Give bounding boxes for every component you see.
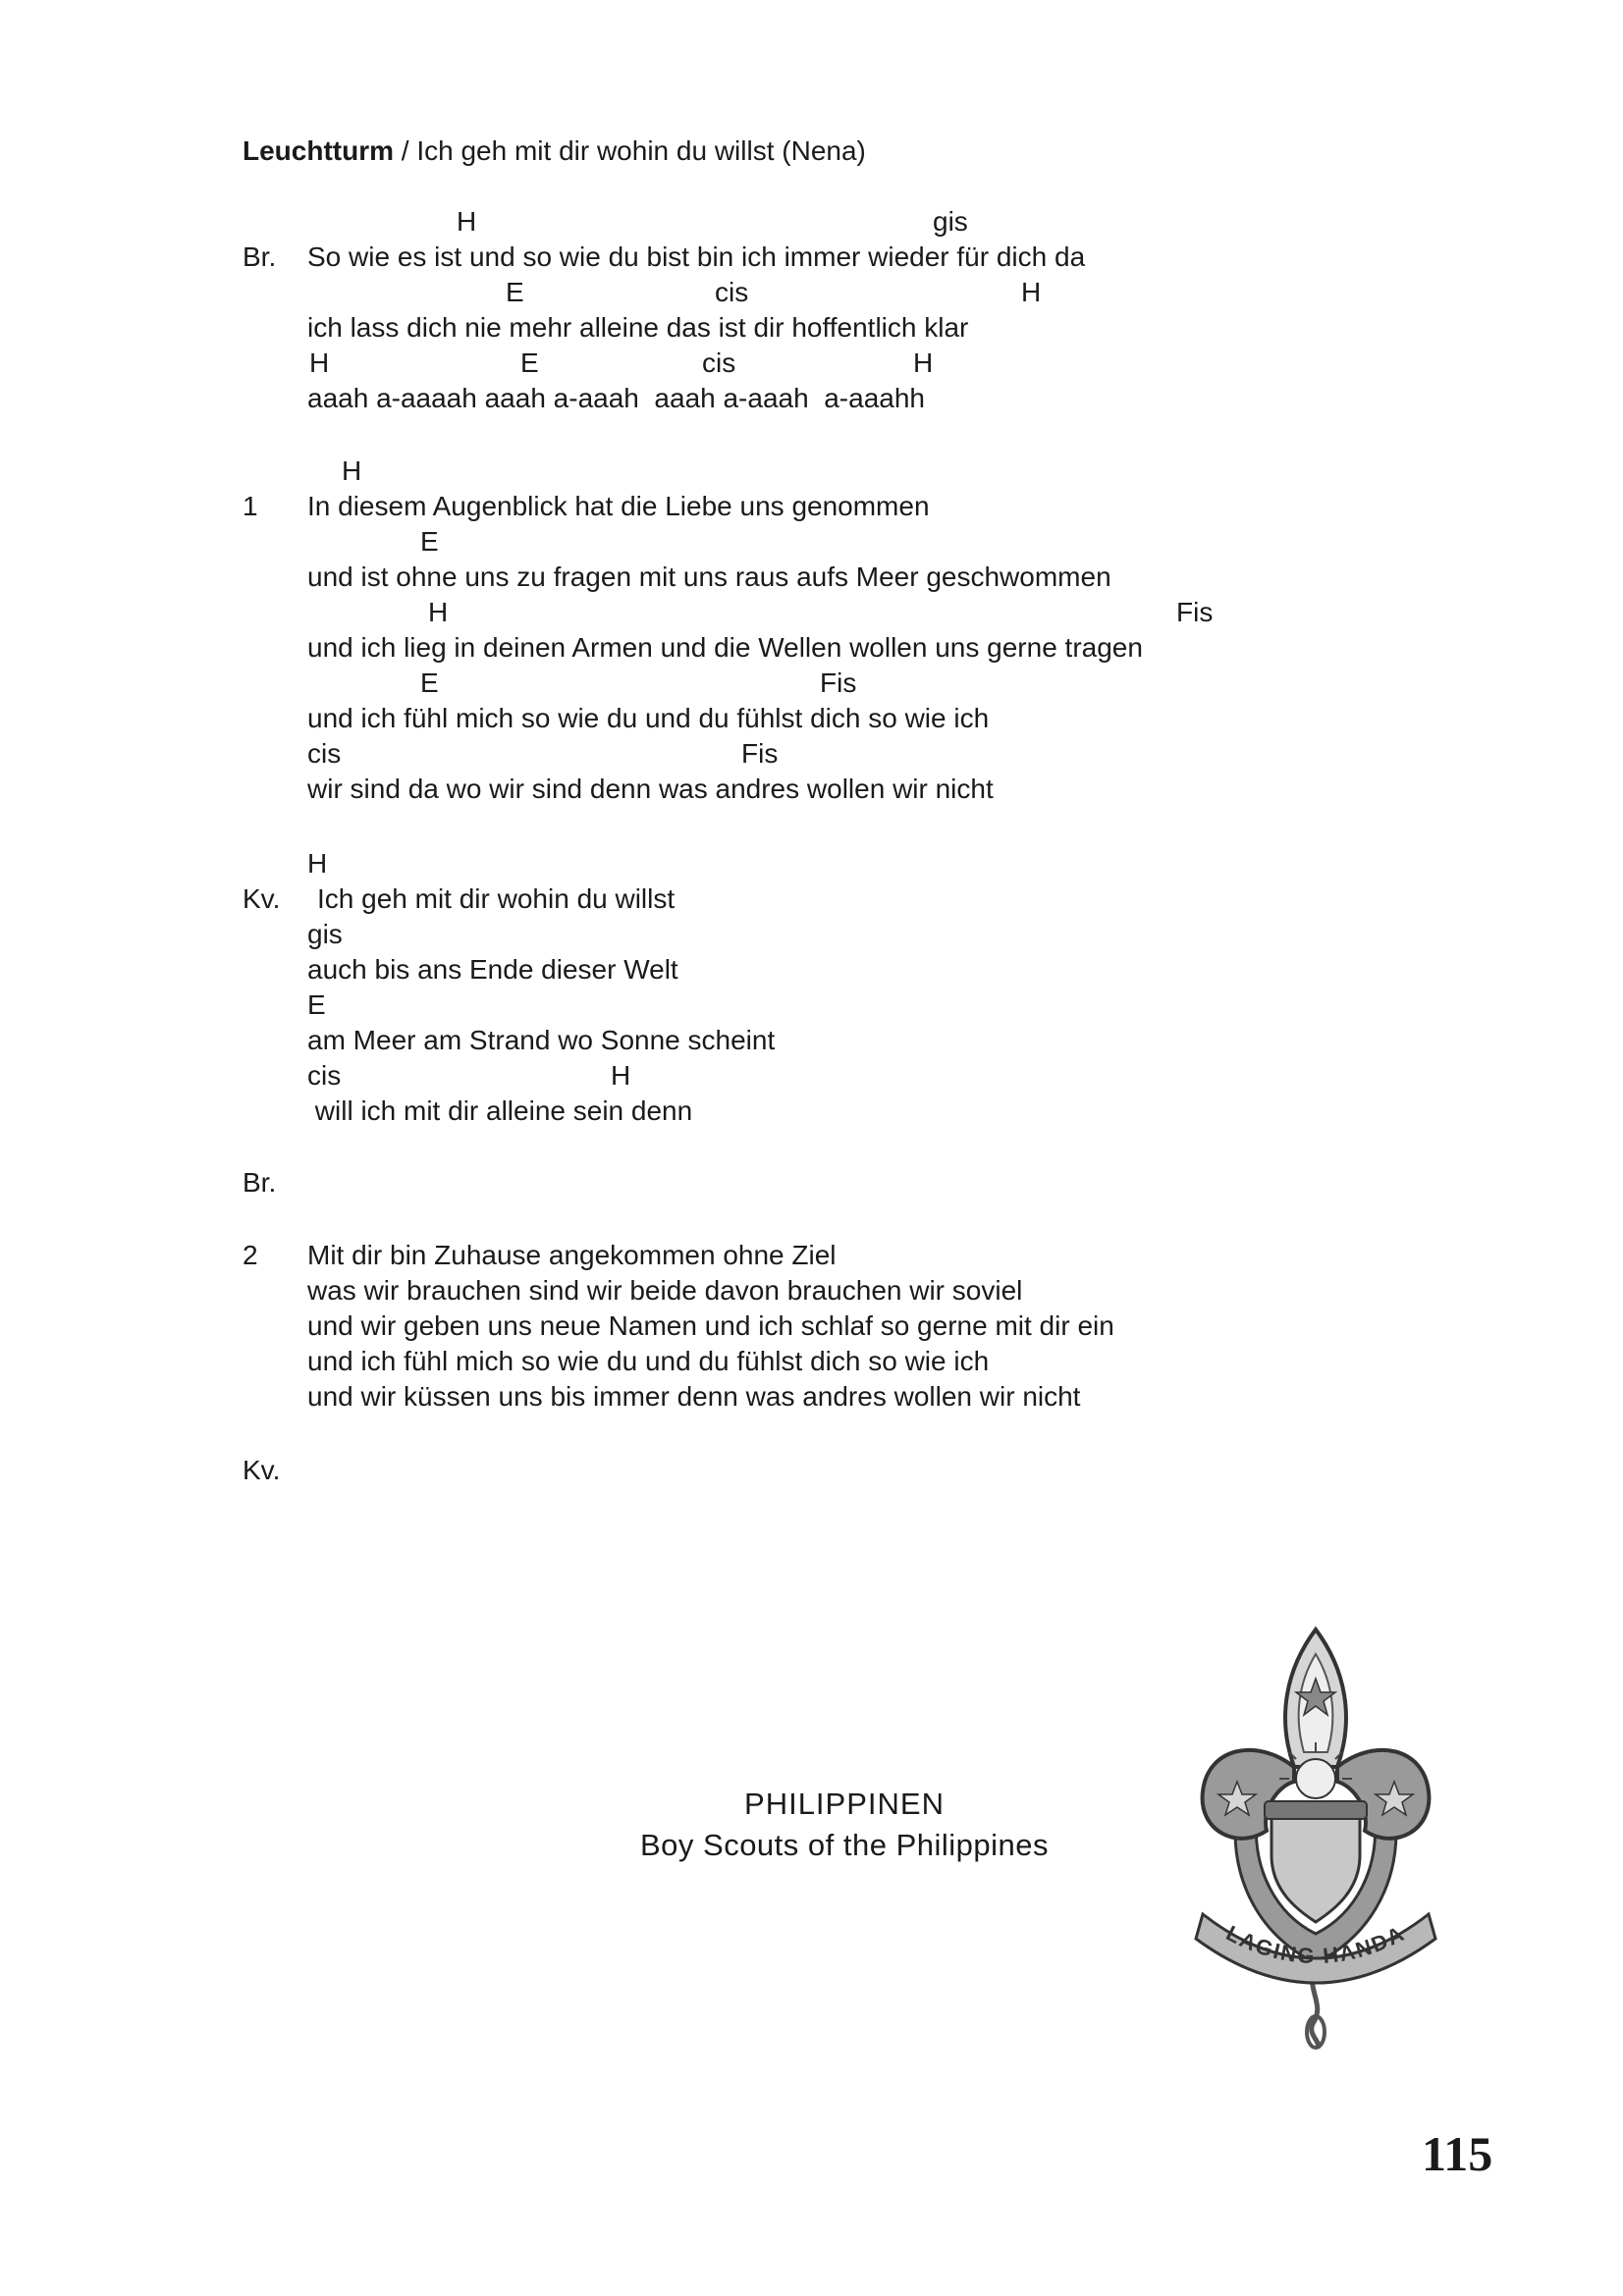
chord: E — [307, 989, 326, 1020]
lyric-line: ich lass dich nie mehr alleine das ist dir hoffentlich klar — [307, 312, 969, 343]
page-number: 115 — [1422, 2126, 1493, 2181]
lyric-line: wir sind da wo wir sind denn was andres wollen wir nicht — [307, 774, 994, 804]
chord: Fis — [820, 667, 857, 698]
chord: Fis — [741, 738, 779, 769]
lyric-line: und ich lieg in deinen Armen und die Wellen wollen uns gerne tragen — [307, 632, 1143, 663]
chord: H — [309, 347, 330, 378]
section-label-chorus-repeat: Kv. — [243, 1455, 281, 1485]
chord: cis — [307, 1060, 342, 1091]
chord: H — [428, 597, 449, 627]
lyric-line: und ich fühl mich so wie du und du fühlst dich so wie ich — [307, 1346, 990, 1376]
chord: H — [342, 455, 362, 486]
emblem-motto: LAGING HANDA — [1221, 1920, 1410, 1969]
section-label-verse-1: 1 — [243, 491, 258, 521]
section-label-verse-2: 2 — [243, 1240, 258, 1270]
lyric-line: und wir küssen uns bis immer denn was andres wollen wir nicht — [307, 1381, 1081, 1412]
song-title — [243, 133, 866, 169]
song-title-rest: / Ich geh mit dir wohin du willst (Nena) — [394, 135, 866, 166]
section-label-bridge-repeat: Br. — [243, 1167, 277, 1198]
chord: E — [420, 526, 439, 557]
chord: H — [457, 206, 477, 237]
lyric-line: auch bis ans Ende dieser Welt — [307, 954, 678, 985]
chord: cis — [715, 277, 749, 307]
organization-name: Boy Scouts of the Philippines — [639, 1828, 1050, 1862]
section-label-bridge: Br. — [243, 241, 277, 272]
lyric-line: aaah a-aaaah aaah a-aaah aaah a-aaah a-aaahh — [307, 383, 925, 413]
chord: H — [1021, 277, 1042, 307]
chord: Fis — [1176, 597, 1214, 627]
chord: cis — [307, 738, 342, 769]
lyric-line: will ich mit dir alleine sein denn — [307, 1095, 693, 1126]
lyric-line: So wie es ist und so wie du bist bin ich immer wieder für dich da — [307, 241, 1086, 272]
lyric-line: und ich fühl mich so wie du und du fühlst dich so wie ich — [307, 703, 990, 733]
section-label-chorus: Kv. — [243, 883, 281, 914]
chord: cis — [702, 347, 736, 378]
lyric-line: am Meer am Strand wo Sonne scheint — [307, 1025, 776, 1055]
lyric-line: und wir geben uns neue Namen und ich schlaf so gerne mit dir ein — [307, 1310, 1114, 1341]
chord: E — [420, 667, 439, 698]
chord: H — [611, 1060, 631, 1091]
lyric-line: was wir brauchen sind wir beide davon brauchen wir soviel — [307, 1275, 1023, 1306]
song-title-bold: Leuchtturm — [243, 135, 394, 166]
chord: E — [506, 277, 524, 307]
chord: gis — [307, 919, 343, 949]
chord: E — [520, 347, 539, 378]
scout-emblem-icon — [1178, 1610, 1453, 2052]
chord: H — [913, 347, 934, 378]
lyric-line: Ich geh mit dir wohin du willst — [317, 883, 676, 914]
lyric-line: In diesem Augenblick hat die Liebe uns genommen — [307, 491, 930, 521]
lyric-line: und ist ohne uns zu fragen mit uns raus aufs Meer geschwommen — [307, 561, 1111, 592]
chord: H — [307, 848, 328, 879]
country-name: PHILIPPINEN — [744, 1787, 945, 1821]
chord: gis — [933, 206, 968, 237]
lyric-line: Mit dir bin Zuhause angekommen ohne Ziel — [307, 1240, 837, 1270]
